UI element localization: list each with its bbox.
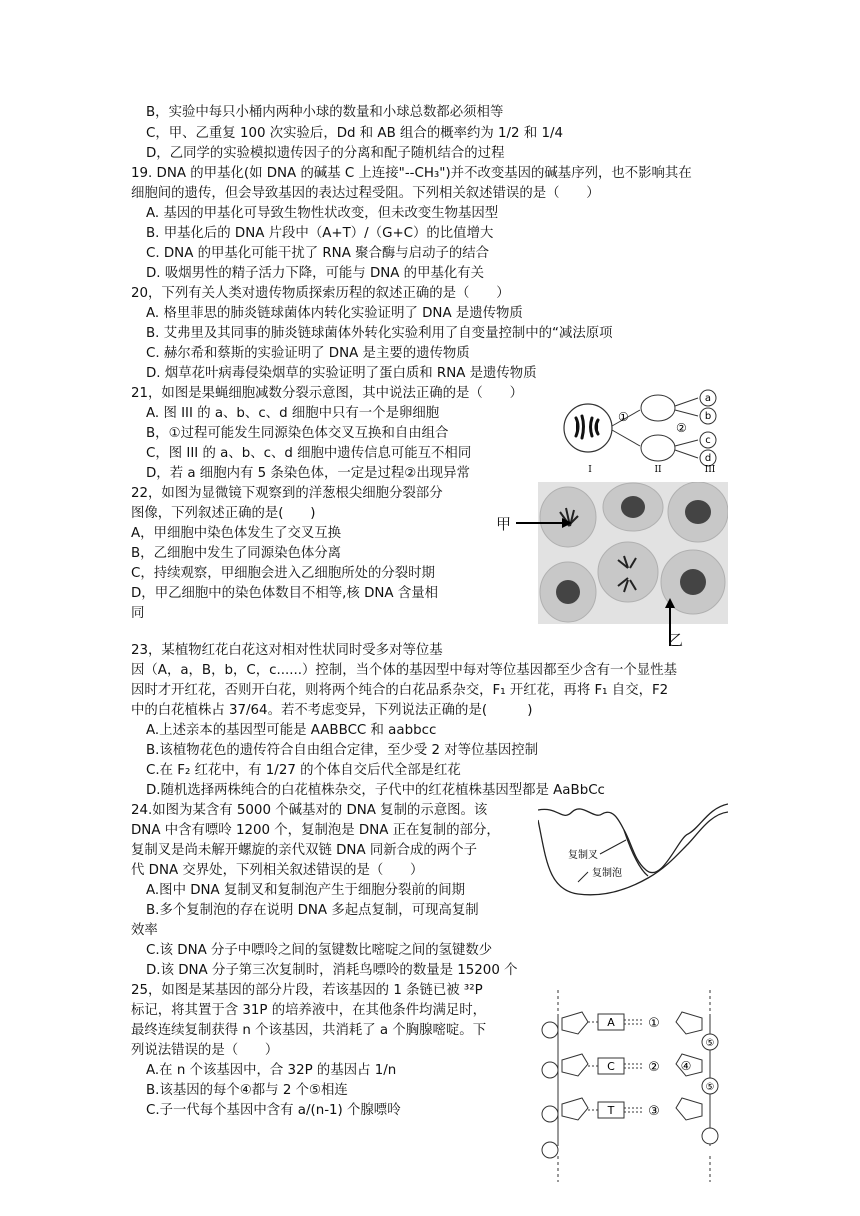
label-yi: 乙 <box>668 631 684 649</box>
q20-option-b: B. 艾弗里及其同事的肺炎链球菌体外转化实验利用了自变量控制中的“减法原项 <box>146 326 613 341</box>
q24-option-b: B.多个复制泡的存在说明 DNA 多起点复制，可现高复制 <box>146 903 479 918</box>
q25-stem-3: 最终连续复制获得 n 个该基因，共消耗了 a 个胸腺嘧啶。下 <box>131 1023 487 1038</box>
arrow-icon <box>516 516 572 530</box>
q19-stem-2: 细胞间的遗传，但会导致基因的表达过程受阻。下列相关叙述错误的是（ ） <box>131 186 600 201</box>
q25-option-a: A.在 n 个该基因中，合 32P 的基因占 1/n <box>146 1063 397 1078</box>
q19-option-c: C. DNA 的甲基化可能干扰了 RNA 聚合酶与启动子的结合 <box>146 246 490 261</box>
q23-option-a: A.上述亲本的基因型可能是 AABBCC 和 aabbcc <box>146 723 437 738</box>
replication-fork-label: 复制叉 <box>568 850 598 861</box>
q22-option-a: A，甲细胞中染色体发生了交叉互换 <box>131 526 342 541</box>
q22-option-b: B，乙细胞中发生了同源染色体分离 <box>131 546 342 561</box>
stage-i-label: I <box>588 465 592 474</box>
cell-d-label: d <box>704 453 712 464</box>
stage-ii-label: II <box>654 465 662 474</box>
q21-option-b: B，①过程可能发生同源染色体交叉互换和自由组合 <box>146 426 449 441</box>
replication-bubble-label: 复制泡 <box>592 868 622 879</box>
q22-option-d: D，甲乙细胞中的染色体数目不相等,核 DNA 含量相 <box>131 586 438 601</box>
q18-option-c: C，甲、乙重复 100 次实验后，Dd 和 AB 组合的概率约为 1/2 和 1/4 <box>146 126 564 141</box>
pair-1-label: ① <box>648 1016 660 1031</box>
pair-3-label: ③ <box>648 1104 660 1119</box>
q21-option-c: C，图 III 的 a、b、c、d 细胞中遗传信息可能互不相同 <box>146 446 472 461</box>
q20-stem: 20，下列有关人类对遗传物质探索历程的叙述正确的是（ ） <box>131 286 510 301</box>
q22-stem-2: 图像，下列叙述正确的是( ) <box>131 506 316 521</box>
arrow-line <box>612 430 640 446</box>
q19-option-a: A. 基因的甲基化可导致生物性状改变，但未改变生物基因型 <box>146 206 499 221</box>
q20-option-c: C. 赫尔希和蔡斯的实验证明了 DNA 是主要的遗传物质 <box>146 346 470 361</box>
pair-2-label: ② <box>648 1060 660 1075</box>
q24-stem-3: 复制叉是尚未解开螺旋的亲代双链 DNA 同新合成的两个子 <box>131 843 477 858</box>
q25-stem-2: 标记，将其置于含 31P 的培养液中，在其他条件均满足时， <box>131 1003 487 1018</box>
q23-option-c: C.在 F₂ 红花中，有 1/27 的个体自交后代全部是红花 <box>146 763 461 778</box>
step-2-label: ② <box>676 421 687 435</box>
q24-stem-2: DNA 中含有嘌呤 1200 个，复制泡是 DNA 正在复制的部分， <box>131 823 500 838</box>
gene-fragment-diagram <box>540 986 730 1186</box>
q24-option-a: A.图中 DNA 复制叉和复制泡产生于细胞分裂前的间期 <box>146 883 465 898</box>
q22-option-d-cont: 同 <box>131 606 145 621</box>
q21-option-d: D，若 a 细胞内有 5 条染色体，一定是过程②出现异常 <box>146 466 470 481</box>
base-a-label: A <box>607 1016 615 1029</box>
q23-stem-3: 因时才开红花，否则开白花，则将两个纯合的白花品系杂交，F₁ 开红花，再将 F₁ 自交，F2 <box>131 683 669 698</box>
side-5-label-2: ⑤ <box>705 1082 715 1093</box>
q21-stem: 21，如图是果蝇细胞减数分裂示意图，其中说法正确的是（ ） <box>131 386 523 401</box>
step-1-label: ① <box>618 410 629 424</box>
q25-option-b: B.该基因的每个④都与 2 个⑤相连 <box>146 1083 348 1098</box>
q21-option-a: A. 图 III 的 a、b、c、d 细胞中只有一个是卵细胞 <box>146 406 440 421</box>
meiosis-diagram <box>558 388 728 474</box>
q19-option-b: B. 甲基化后的 DNA 片段中（A+T）/（G+C）的比值增大 <box>146 226 494 241</box>
cell-b-label: b <box>704 411 712 422</box>
q23-option-b: B.该植物花色的遗传符合自由组合定律，至少受 2 对等位基因控制 <box>146 743 539 758</box>
q23-stem-4: 中的白花植株占 37/64。若不考虑变异，下列说法正确的是( ) <box>131 703 533 718</box>
chromosomes-icon <box>576 416 598 438</box>
micrograph-image <box>538 482 728 624</box>
q22-option-c: C，持续观察，甲细胞会进入乙细胞所处的分裂时期 <box>131 566 435 581</box>
q20-option-a: A. 格里菲思的肺炎链球菌体内转化实验证明了 DNA 是遗传物质 <box>146 306 523 321</box>
q22-stem-1: 22，如图为显微镜下观察到的洋葱根尖细胞分裂部分 <box>131 486 443 501</box>
q24-option-c: C.该 DNA 分子中嘌呤之间的氢键数比嘧啶之间的氢键数少 <box>146 943 493 958</box>
stage-iii-label: III <box>704 465 716 474</box>
q18-option-b: B，实验中每只小桶内两种小球的数量和小球总数都必须相等 <box>146 105 504 120</box>
q18-option-d: D，乙同学的实验模拟遗传因子的分离和配子随机结合的过程 <box>146 146 505 161</box>
q23-stem-1: 23，某植物红花白花这对相对性状同时受多对等位基 <box>131 643 443 658</box>
q25-option-c: C.子一代每个基因中含有 a/(n-1) 个腺嘌呤 <box>146 1103 401 1118</box>
label-jia: 甲 <box>496 515 512 533</box>
q24-option-b-cont: 效率 <box>131 923 158 938</box>
q19-option-d: D. 吸烟男性的精子活力下降，可能与 DNA 的甲基化有关 <box>146 266 485 281</box>
base-c-label: C <box>607 1060 615 1073</box>
cell-stage-ii-bottom <box>641 435 675 461</box>
side-5-label: ⑤ <box>705 1038 715 1049</box>
q24-option-d: D.该 DNA 分子第三次复制时，消耗鸟嘌呤的数量是 15200 个 <box>146 963 518 978</box>
cell-a-label: a <box>704 393 712 404</box>
q25-stem-4: 列说法错误的是（ ） <box>131 1043 279 1058</box>
cell-stage-i <box>564 404 612 452</box>
q25-stem-1: 25，如图是某基因的部分片段，若该基因的 1 条链已被 ³²P <box>131 983 483 998</box>
q24-stem-1: 24.如图为某含有 5000 个碱基对的 DNA 复制的示意图。该 <box>131 803 488 818</box>
cell-stage-ii-top <box>641 395 675 421</box>
q19-stem-1: 19. DNA 的甲基化(如 DNA 的碱基 C 上连接"--CH₃")并不改变基因的碱基序列，也不影响其在 <box>131 166 692 181</box>
dna-replication-diagram <box>538 798 728 908</box>
q20-option-d: D. 烟草花叶病毒侵染烟草的实验证明了蛋白质和 RNA 是遗传物质 <box>146 366 537 381</box>
cell-c-label: c <box>705 435 711 446</box>
q23-stem-2: 因（A，a，B，b，C，c......）控制，当个体的基因型中每对等位基因都至少含有一个显性基 <box>131 663 677 678</box>
base-t-label: T <box>607 1104 615 1117</box>
q24-stem-4: 代 DNA 交界处，下列相关叙述错误的是（ ） <box>131 863 424 878</box>
q23-option-d: D.随机选择两株纯合的白花植株杂交，子代中的红花植株基因型都是 AaBbCc <box>146 783 605 798</box>
side-4-label: ④ <box>680 1059 692 1073</box>
